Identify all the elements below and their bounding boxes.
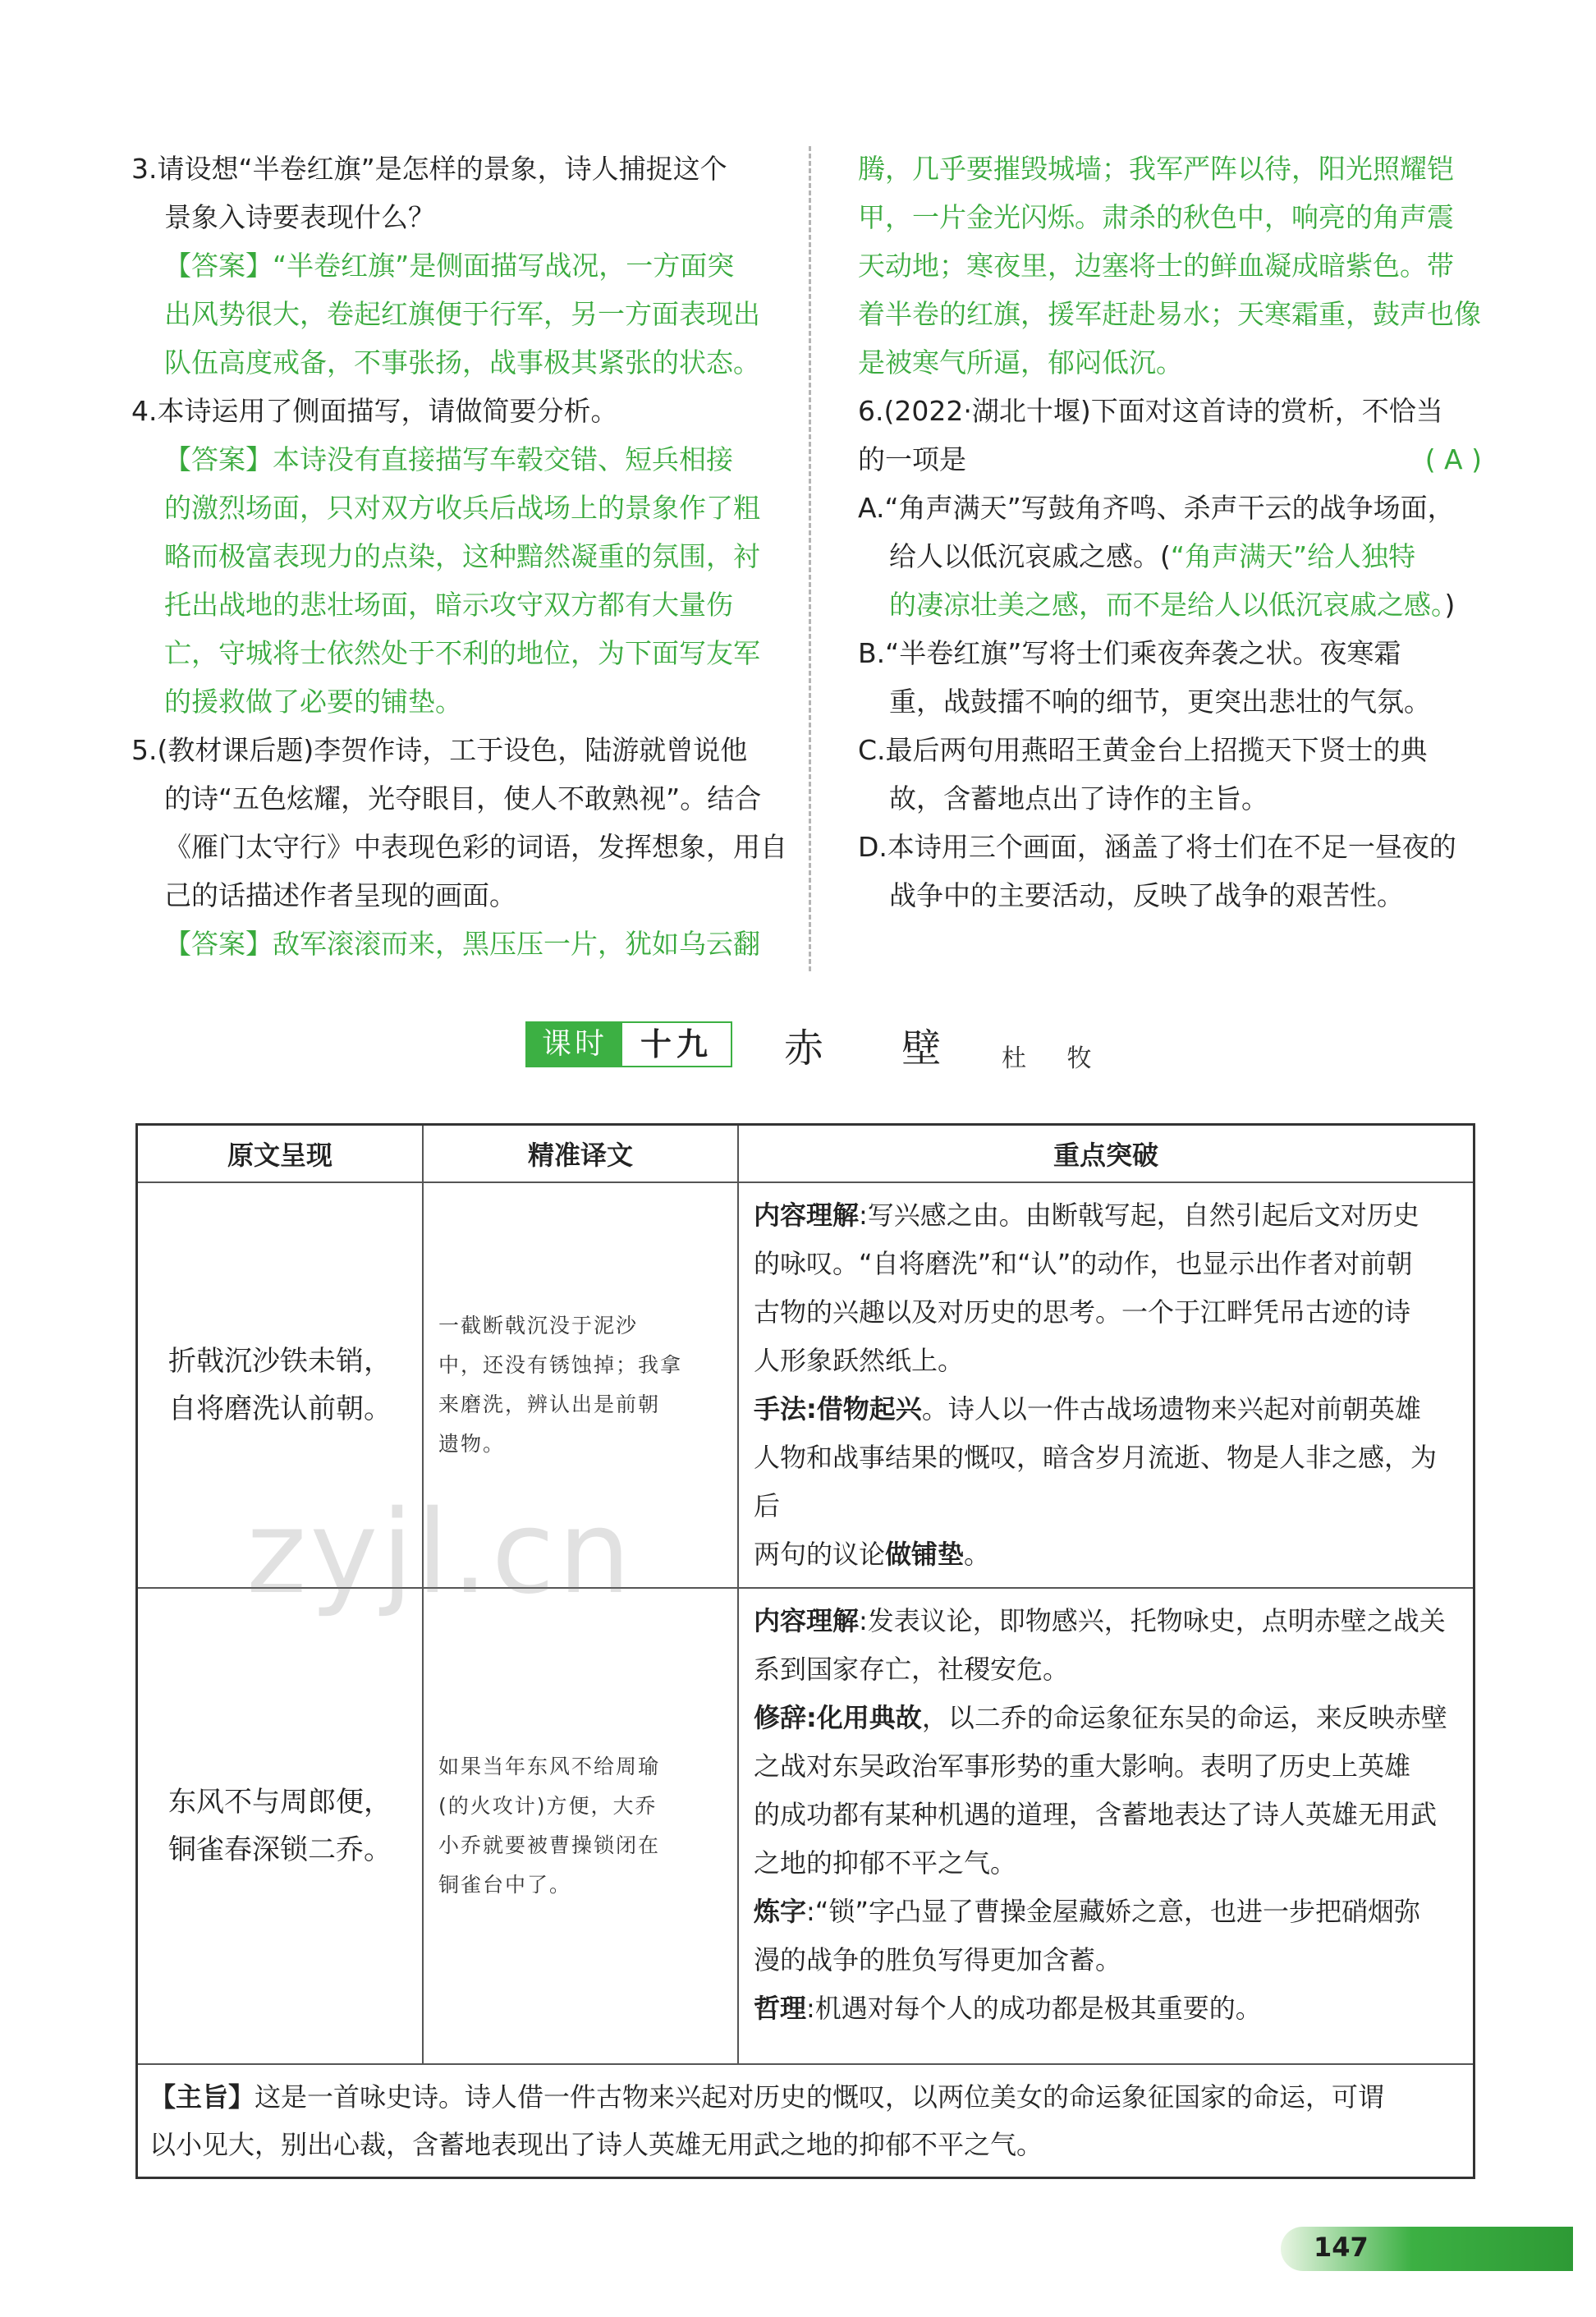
answer-5-line6: 是被寒气所逼，郁闷低沉。 (858, 346, 1183, 379)
original-text-2: 东风不与周郎便， 铜雀春深锁二乔。 (137, 1588, 424, 2064)
option-a-line2: 给人以低沉哀戚之感。(“角声满天”给人独特 (889, 540, 1416, 572)
answer-4-line3: 略而极富表现力的点染，这种黯然凝重的氛围，衬 (164, 540, 760, 572)
theme-label: 【主旨】 (149, 2081, 255, 2113)
lesson-number: 十九 (622, 1023, 731, 1066)
question-6-line2 (858, 435, 1482, 484)
poem-author: 杜 牧 (1002, 1044, 1108, 1073)
answer-4-line4: 托出战地的悲壮场面，暗示攻守双方都有大量伤 (164, 589, 733, 621)
answer-4-line6: 的援救做了必要的铺垫。 (164, 686, 462, 718)
question-5: 5.(教材课后题)李贺作诗，工于设色，陆游就曾说他 (131, 734, 748, 766)
option-c: C.最后两句用燕昭王黄金台上招揽天下贤士的典 (858, 734, 1428, 766)
page-number: 147 (1314, 2232, 1369, 2263)
answer-5-line3: 甲，一片金光闪烁。肃杀的秋色中，响亮的角声震 (858, 201, 1454, 233)
option-a-note: “角声满天”给人独特 (1170, 540, 1416, 572)
theme-row (137, 2064, 1474, 2178)
translation-2: 如果当年东风不给周瑜 (的火攻计)方便，大乔 小乔就要被曹操锁闭在 铜雀台中了。 (423, 1588, 738, 2064)
answer-5-line5: 着半卷的红旗，援军赶赴易水；天寒霜重，鼓声也像 (858, 298, 1481, 330)
question-4: 4.本诗运用了侧面描写，请做简要分析。 (131, 395, 618, 427)
question-6-answer: ( A ) (1424, 443, 1482, 475)
option-a-line3: 的凄凉壮美之感，而不是给人以低沉哀戚之感。) (889, 589, 1456, 621)
lesson-header (0, 1018, 1596, 1084)
focus-1: 内容理解:写兴感之由。由断戟写起，自然引起后文对历史 的咏叹。“自将磨洗”和“认”的动作，也显示出作者对前朝 古物的兴趣以及对历史的思考。一个于江畔凭吊古迹的诗 人形象跃然纸上。 手法:借物起兴。诗人以一件古战场遗物来兴起对前朝英雄 人物和战事结果的慨叹，暗含岁月流逝、物是人非之感，为后 两句的议论做铺垫。 (738, 1182, 1474, 1588)
left-column (131, 145, 787, 968)
column-divider (809, 146, 811, 971)
question-3-line2: 景象入诗要表现什么？ (164, 201, 435, 233)
right-column (858, 145, 1482, 920)
question-5-line3: 《雁门太守行》中表现色彩的词语，发挥想象，用自 (164, 831, 787, 863)
question-6-stem-end: 的一项是 (858, 443, 966, 475)
question-5-line2: 的诗“五色炫耀，光夺眼目，使人不敢熟视”。结合 (164, 782, 762, 814)
header-translation: 精准译文 (423, 1125, 738, 1183)
theme-cell: 【主旨】这是一首咏史诗。诗人借一件古物来兴起对历史的慨叹，以两位美女的命运象征国家的命运，可谓 以小见大，别出心裁，含蓄地表现出了诗人英雄无用武之地的抑郁不平之气。 (137, 2064, 1474, 2178)
poem-analysis-table (135, 1123, 1475, 2179)
answer-5: 【答案】敌军滚滚而来，黑压压一片，犹如乌云翻 (164, 928, 760, 960)
answer-5-line2: 腾，几乎要摧毁城墙；我军严阵以待，阳光照耀铠 (858, 153, 1454, 185)
option-d-line2: 战争中的主要活动，反映了战争的艰苦性。 (889, 879, 1404, 911)
answer-3-line3: 队伍高度戒备，不事张扬，战事极其紧张的状态。 (164, 346, 760, 379)
page-number-badge (1281, 2227, 1573, 2271)
option-c-line2: 故，含蓄地点出了诗作的主旨。 (889, 782, 1268, 814)
option-a-note-2: 的凄凉壮美之感，而不是给人以低沉哀戚之感。 (889, 589, 1445, 621)
question-3: 3.请设想“半卷红旗”是怎样的景象，诗人捕捉这个 (131, 153, 727, 185)
table-row (137, 1588, 1474, 2064)
lesson-tag-label: 课时 (527, 1023, 622, 1066)
option-b-line2: 重，战鼓擂不响的细节，更突出悲壮的气氛。 (889, 686, 1431, 718)
option-a: A.“角声满天”写鼓角齐鸣、杀声干云的战争场面， (858, 492, 1455, 524)
question-6: 6.(2022·湖北十堰)下面对这首诗的赏析，不恰当 (858, 395, 1443, 427)
header-focus: 重点突破 (738, 1125, 1474, 1183)
poem-title: 赤 壁 (784, 1025, 975, 1071)
table-header-row (137, 1125, 1474, 1183)
answer-4-line2: 的激烈场面，只对双方收兵后战场上的景象作了粗 (164, 492, 760, 524)
option-b: B.“半卷红旗”写将士们乘夜奔袭之状。夜寒霜 (858, 637, 1401, 669)
lesson-tag (525, 1021, 732, 1067)
question-5-line4: 己的话描述作者呈现的画面。 (164, 879, 516, 911)
header-original: 原文呈现 (137, 1125, 424, 1183)
focus-2: 内容理解:发表议论，即物感兴，托物咏史，点明赤壁之战关 系到国家存亡，社稷安危。 修辞:化用典故，以二乔的命运象征东吴的命运，来反映赤壁 之战对东吴政治军事形势的重大影响。表明了历史上英雄 的成功都有某种机遇的道理，含蓄地表达了诗人英雄无用武 之地的抑郁不平之气。 炼字:“锁”字凸显了曹操金屋藏娇之意，也进一步把硝烟弥 漫的战争的胜负写得更加含蓄。 哲理:机遇对每个人的成功都是极其重要的。 (738, 1588, 1474, 2064)
option-d: D.本诗用三个画面，涵盖了将士们在不足一昼夜的 (858, 831, 1456, 863)
translation-1: 一截断戟沉没于泥沙 中，还没有锈蚀掉；我拿 来磨洗，辨认出是前朝 遗物。 (423, 1182, 738, 1588)
answer-4-line5: 亡，守城将士依然处于不利的地位，为下面写友军 (164, 637, 760, 669)
answer-5-line4: 天动地；寒夜里，边塞将士的鲜血凝成暗紫色。带 (858, 250, 1454, 282)
answer-3: 【答案】“半卷红旗”是侧面描写战况，一方面突 (164, 250, 735, 282)
answer-4: 【答案】本诗没有直接描写车毂交错、短兵相接 (164, 443, 733, 475)
watermark: zyjl.cn (246, 1486, 635, 1620)
original-text-1: 折戟沉沙铁未销， 自将磨洗认前朝。 (137, 1182, 424, 1588)
answer-3-line2: 出风势很大，卷起红旗便于行军，另一方面表现出 (164, 298, 760, 330)
